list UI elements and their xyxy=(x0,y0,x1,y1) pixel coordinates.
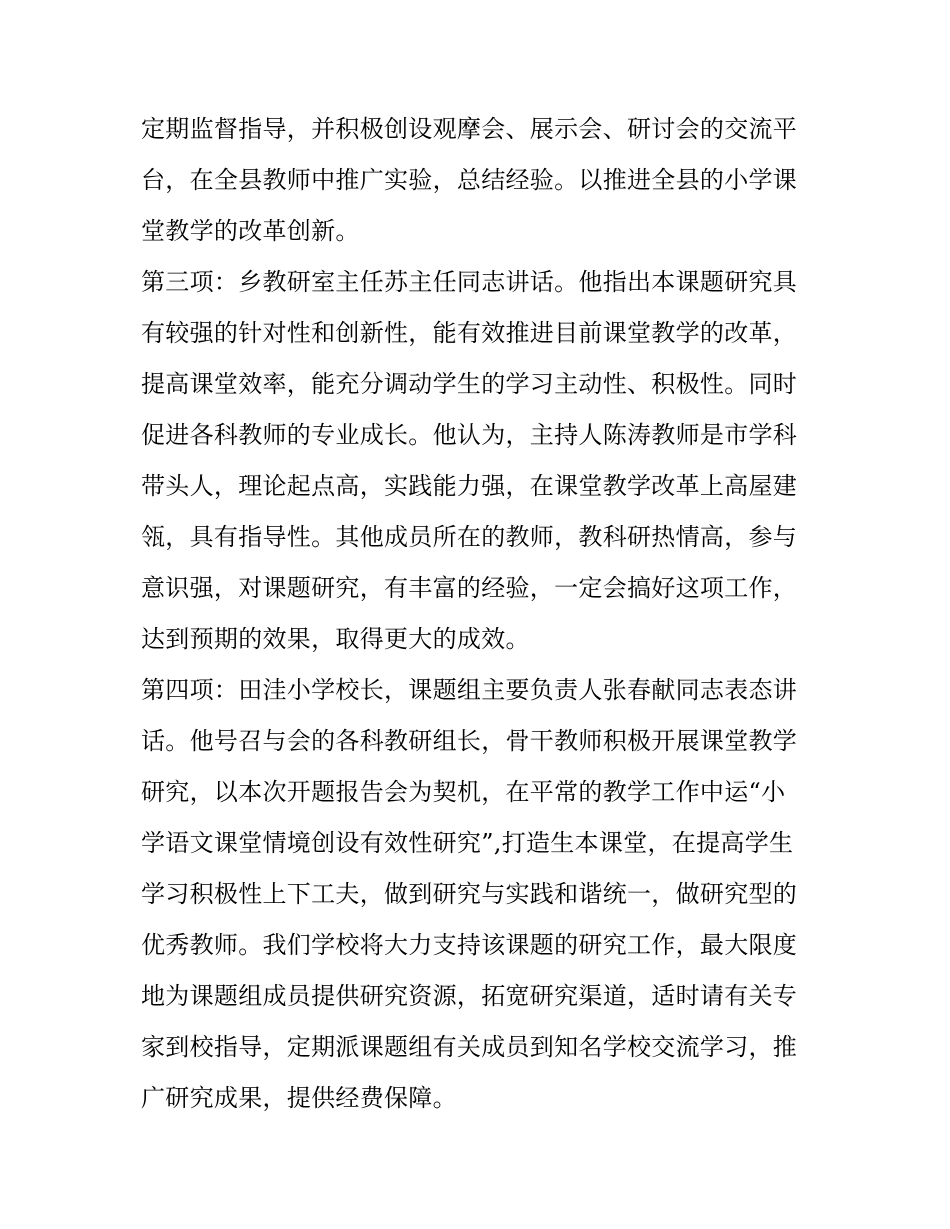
text-line: 促进各科教师的专业成长。他认为，主持人陈涛教师是市学科 xyxy=(141,421,798,449)
text-line: 达到预期的效果，取得更大的成效。 xyxy=(141,625,530,653)
text-line: 学习积极性上下工夫，做到研究与实践和谐统一，做研究型的 xyxy=(141,880,798,908)
text-line: 提高课堂效率，能充分调动学生的学习主动性、积极性。同时 xyxy=(141,370,798,398)
text-line: 话。他号召与会的各科教研组长，骨干教师积极开展课堂教学 xyxy=(141,727,798,755)
text-line: 第三项：乡教研室主任苏主任同志讲话。他指出本课题研究具 xyxy=(141,268,798,296)
text-line: 地为课题组成员提供研究资源，拓宽研究渠道，适时请有关专 xyxy=(141,982,798,1010)
text-line: 第四项：田洼小学校长，课题组主要负责人张春献同志表态讲 xyxy=(141,676,798,704)
text-line: 家到校指导，定期派课题组有关成员到知名学校交流学习，推 xyxy=(141,1033,798,1061)
text-line: 优秀教师。我们学校将大力支持该课题的研究工作，最大限度 xyxy=(141,931,798,959)
text-line: 定期监督指导，并积极创设观摩会、展示会、研讨会的交流平 xyxy=(141,115,798,143)
text-line: 广研究成果，提供经费保障。 xyxy=(141,1084,457,1112)
text-line: 堂教学的改革创新。 xyxy=(141,217,360,245)
text-line: 学语文课堂情境创设有效性研究”,打造生本课堂，在提高学生 xyxy=(141,829,794,857)
text-line: 研究，以本次开题报告会为契机，在平常的教学工作中运“小 xyxy=(141,778,786,806)
text-line: 意识强，对课题研究，有丰富的经验，一定会搞好这项工作， xyxy=(141,574,798,602)
text-line: 带头人，理论起点高，实践能力强，在课堂教学改革上高屋建 xyxy=(141,472,798,500)
text-line: 瓴，具有指导性。其他成员所在的教师，教科研热情高，参与 xyxy=(141,523,798,551)
text-line: 台，在全县教师中推广实验，总结经验。以推进全县的小学课 xyxy=(141,166,798,194)
document-body xyxy=(141,104,813,1124)
text-line: 有较强的针对性和创新性，能有效推进目前课堂教学的改革， xyxy=(141,319,798,347)
